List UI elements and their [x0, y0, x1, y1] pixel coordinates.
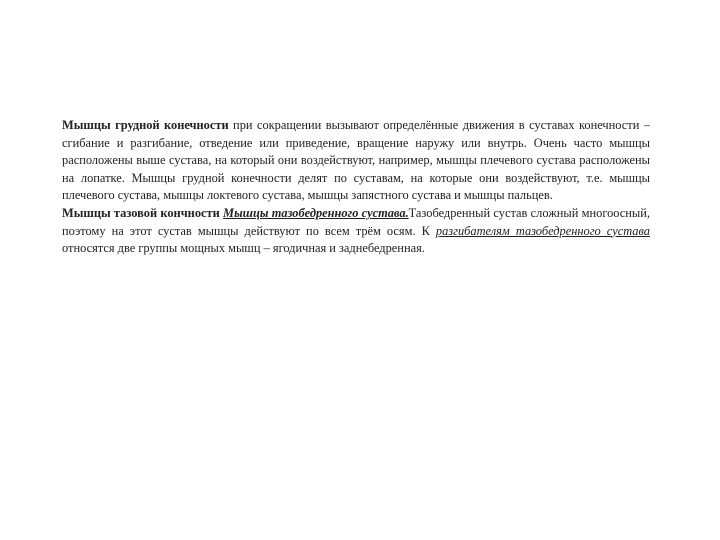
- paragraph-hip-body-part2: относятся две группы мощных мышц – ягодичная и заднебедренная.: [62, 241, 425, 256]
- paragraph-forelimb-muscles: [62, 117, 650, 205]
- heading-forelimb-muscles: Мышцы грудной конечности: [62, 118, 229, 132]
- subheading-hip-joint-muscles: Мышцы тазобедренного сустава.: [223, 205, 409, 220]
- paragraph-pelvic-limb-muscles: [62, 205, 650, 258]
- document-text: [62, 117, 650, 258]
- paragraph-forelimb-body: при сокращении вызывают определённые движения в суставах конечности – сгибание и разгибание, отведение или приведение, вращение наружу или внутрь. Очень часто мышцы расположены выше сустава, на который они воздействуют, например, мышцы плечевого сустава расположены на лопатке. Мышцы грудной конечности делят по суставам, на которые они воздействуют, т.е. мышцы плечевого сустава, мышцы локтевого сустава, мышцы запястного сустава и мышцы пальцев.: [62, 118, 650, 203]
- term-hip-extensors: разгибателям тазобедренного сустава: [435, 223, 650, 238]
- heading-pelvic-limb-muscles: Мышцы тазовой кончности: [62, 205, 220, 220]
- paragraph-hip-body-part1: Тазобедренный сустав сложный многоосный, поэтому на этот сустав мышцы действуют по всем трём осям. К: [62, 205, 650, 238]
